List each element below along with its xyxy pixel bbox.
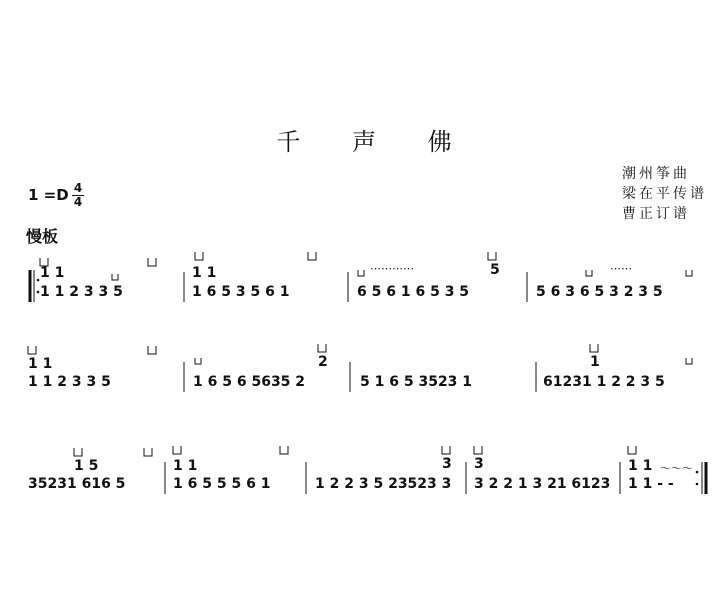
time-bottom: 4 — [73, 195, 83, 209]
credit-line: 梁在平传谱 — [622, 186, 707, 202]
system-2 — [28, 344, 692, 392]
measure-3-lower: 6 5 6 1 6 5 3 5 — [357, 284, 470, 300]
credit-line: 潮州筝曲 — [622, 166, 690, 182]
repeat-dot — [696, 471, 699, 474]
measure-4-lower: 3 2 2 1 3 21 6123 — [474, 476, 611, 492]
pluck-marks — [40, 252, 692, 280]
key-signature: 1 =D — [28, 186, 69, 204]
measure-2-lower: 1 6 5 5 5 6 1 — [173, 476, 271, 492]
measure-5-lower: 1 1 - - — [628, 476, 674, 492]
measure-4-lower: 61231 1 2 2 3 5 — [543, 374, 665, 390]
measure-1-lower: 35231 616 5 — [28, 476, 126, 492]
repeat-dot — [696, 483, 699, 486]
pluck-marks — [74, 446, 636, 456]
measure-1-lower: 1 1 2 3 3 5 — [40, 284, 123, 300]
system-3 — [28, 446, 706, 494]
measure-2-upper: 1 1 — [173, 458, 198, 474]
measure-4-lower: 5 6 3 6 5 3 2 3 5 — [536, 284, 663, 300]
measure-2-lower: 1 6 5 6 5635 2 — [193, 374, 306, 390]
repeat-dot — [37, 291, 40, 294]
measure-2-lower: 1 6 5 3 5 6 1 — [192, 284, 290, 300]
system-1 — [30, 252, 692, 302]
tremolo-mark: 〜〜〜 — [660, 462, 693, 475]
tempo-marking: 慢板 — [26, 227, 59, 246]
measure-4-upper: 1 — [590, 354, 600, 370]
measure-4-upper: 3 — [474, 456, 484, 472]
repeat-dot — [37, 279, 40, 282]
measure-1-upper: 1 1 — [40, 265, 65, 281]
dotted-line-mark: ⋯⋯ — [610, 262, 632, 275]
measure-1-lower: 1 1 2 3 3 5 — [28, 374, 111, 390]
measure-3-upper: 3 — [442, 456, 452, 472]
measure-3-upper: 5 — [490, 262, 500, 278]
time-top: 4 — [73, 181, 83, 195]
dotted-line-mark: ⋯⋯⋯⋯ — [370, 262, 414, 275]
measure-2-upper: 2 — [318, 354, 328, 370]
page-title: 千 声 佛 — [276, 128, 474, 156]
measure-5-upper: 1 1 — [628, 458, 653, 474]
measure-1-upper: 1 5 — [74, 458, 99, 474]
measure-1-upper: 1 1 — [28, 356, 53, 372]
measure-3-lower: 1 2 2 3 5 23523 3 — [315, 476, 452, 492]
credit-line: 曹正订谱 — [622, 206, 690, 222]
measure-2-upper: 1 1 — [192, 265, 217, 281]
measure-3-lower: 5 1 6 5 3523 1 — [360, 374, 473, 390]
